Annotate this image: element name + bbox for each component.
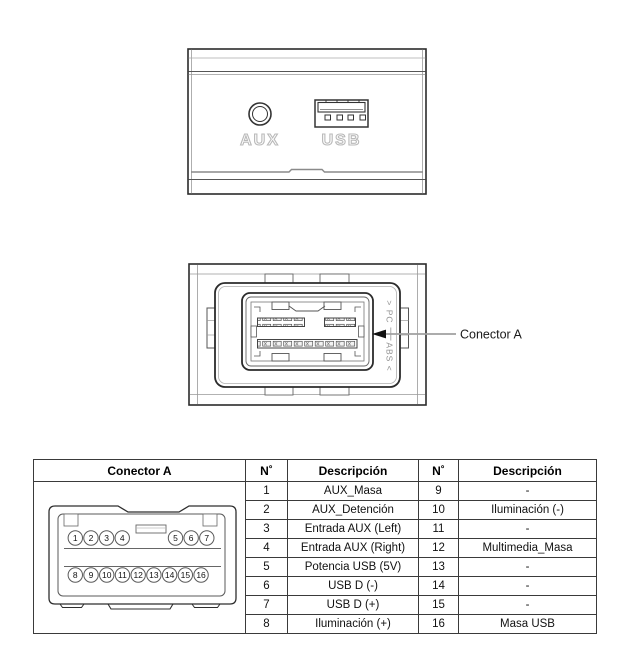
- pin-marker-number: 1: [72, 532, 78, 543]
- connector-pinout-cell: [34, 482, 246, 634]
- table-row: [34, 482, 597, 501]
- pin-number-cell: 12: [419, 539, 459, 558]
- pin-marker-number: 3: [104, 532, 109, 543]
- pin-marker-number: 12: [133, 569, 143, 580]
- pin-number-cell: 8: [246, 615, 288, 634]
- pin-marker-number: 15: [180, 569, 191, 580]
- pin-number-cell: 9: [419, 482, 459, 501]
- pin-description-cell: AUX_Detención: [288, 501, 419, 520]
- pinout-step-right: [203, 514, 217, 526]
- usb-port-label: USB: [321, 132, 362, 149]
- pin-marker-number: 11: [118, 569, 127, 580]
- pin-description-cell: Entrada AUX (Right): [288, 539, 419, 558]
- pinout-step-left: [64, 514, 78, 526]
- pin-table: [33, 459, 597, 634]
- pin-number-cell: 2: [246, 501, 288, 520]
- pin-number-cell: 13: [419, 558, 459, 577]
- pin-description-cell: AUX_Masa: [288, 482, 419, 501]
- pin-description-cell: Potencia USB (5V): [288, 558, 419, 577]
- top-tab-left: [265, 274, 293, 283]
- pin-slot-strip: [258, 340, 358, 349]
- connector-rear-drawing: [188, 263, 548, 406]
- pin-description-cell: USB D (-): [288, 577, 419, 596]
- pin-table-header-row: [34, 460, 597, 482]
- pin-marker-number: 16: [196, 569, 206, 580]
- pin-description-cell: -: [459, 577, 597, 596]
- connector-body: [242, 293, 373, 370]
- pin-table-body: [34, 482, 597, 634]
- header-pin-number: N˚: [246, 460, 288, 482]
- pin-description-cell: USB D (+): [288, 596, 419, 615]
- pin-marker-number: 10: [102, 569, 112, 580]
- header-pin-number: N˚: [419, 460, 459, 482]
- pin-number-cell: 14: [419, 577, 459, 596]
- pin-number-cell: 7: [246, 596, 288, 615]
- connector-callout-label: Conector A: [460, 327, 522, 342]
- pin-description-cell: Iluminación (+): [288, 615, 419, 634]
- pin-marker-number: 2: [88, 532, 94, 543]
- pinout-latch: [136, 525, 166, 533]
- pin-marker-number: 8: [72, 569, 78, 580]
- connector-pinout-diagram: [34, 484, 246, 632]
- aux-port-label: AUX: [240, 132, 280, 149]
- pin-marker-number: 14: [164, 569, 175, 580]
- pin-marker-number: 9: [88, 569, 94, 580]
- pin-description-cell: -: [459, 558, 597, 577]
- pin-description-cell: -: [459, 482, 597, 501]
- pin-marker-number: 6: [188, 532, 194, 543]
- pin-number-cell: 6: [246, 577, 288, 596]
- pin-marker-number: 7: [204, 532, 210, 543]
- pin-slot-strip: [258, 318, 305, 327]
- header-description: Descripción: [288, 460, 419, 482]
- pin-number-cell: 11: [419, 520, 459, 539]
- pin-number-cell: 5: [246, 558, 288, 577]
- pin-number-cell: 1: [246, 482, 288, 501]
- pin-description-cell: Entrada AUX (Left): [288, 520, 419, 539]
- pin-marker-number: 4: [119, 532, 125, 543]
- pinout-bottom-tab: [108, 604, 173, 609]
- header-connector: Conector A: [34, 460, 246, 482]
- top-tab-right: [320, 274, 349, 283]
- housing-marking-bottom: ABS <: [384, 342, 395, 372]
- pin-description-cell: Multimedia_Masa: [459, 539, 597, 558]
- pin-description-cell: -: [459, 596, 597, 615]
- pin-description-cell: Iluminación (-): [459, 501, 597, 520]
- pin-number-cell: 10: [419, 501, 459, 520]
- housing-marking-top: > PC: [384, 300, 395, 324]
- pin-number-cell: 3: [246, 520, 288, 539]
- pin-slot-strip: [325, 318, 356, 327]
- pin-number-cell: 15: [419, 596, 459, 615]
- pin-description-cell: Masa USB: [459, 615, 597, 634]
- front-panel-drawing: [187, 48, 427, 195]
- pin-description-cell: -: [459, 520, 597, 539]
- usb-port: [315, 100, 368, 127]
- pin-marker-number: 13: [149, 569, 159, 580]
- header-description: Descripción: [459, 460, 597, 482]
- pin-marker-number: 5: [173, 532, 178, 543]
- pin-number-cell: 16: [419, 615, 459, 634]
- aux-jack-inner: [253, 107, 268, 122]
- pin-number-cell: 4: [246, 539, 288, 558]
